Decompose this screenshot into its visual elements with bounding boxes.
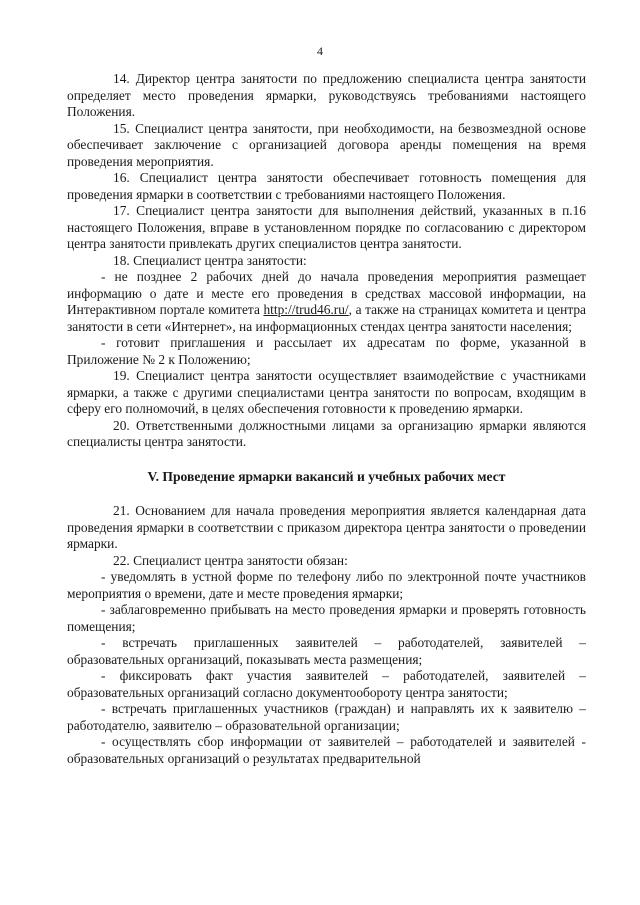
- paragraph-21: 21. Основанием для начала проведения мероприятия является календарная дата проведения ярмарки в соответствии с приказом директора центра занятости о проведении ярмарки.: [67, 503, 586, 551]
- duty-item: - заблаговременно прибывать на место проведения ярмарки и проверять готовность помещения;: [67, 602, 586, 634]
- paragraph-16: 16. Специалист центра занятости обеспечивает готовность помещения для проведения ярмарки в соответствии с требованиями настоящего Положения.: [67, 170, 586, 202]
- paragraph-20: 20. Ответственными должностными лицами за организацию ярмарки являются специалисты центра занятости.: [67, 417, 586, 449]
- paragraph-18: 18. Специалист центра занятости:: [113, 252, 307, 268]
- paragraph-14: 14. Директор центра занятости по предложению специалиста центра занятости определяет место проведения ярмарки, руководствуясь требованиями настоящего Положения.: [67, 71, 586, 119]
- duty-item: - фиксировать факт участия заявителей – работодателей, заявителей – образовательных организаций согласно документообороту центра занятости;: [67, 668, 586, 700]
- item-18a-text-before: - не позднее 2 рабочих дней до начала проведения мероприятия размещает информацию о дате и месте его проведения в средствах массовой информации, на Интерактивном портале комитета: [67, 269, 586, 317]
- paragraph-18-item-b: - готовит приглашения и рассылает их адресатам по форме, указанной в Приложение № 2 к Положению;: [67, 335, 586, 367]
- duty-item: - встречать приглашенных участников (граждан) и направлять их к заявителю – работодателю, заявителю – образовательной организации;: [67, 701, 586, 733]
- document-body: [67, 71, 586, 767]
- paragraph-19: 19. Специалист центра занятости осуществляет взаимодействие с участниками ярмарки, а также с другими специалистами центра занятости по вопросам, входящим в сферу его полномочий, в целях обеспечения готовности к проведению ярмарки.: [67, 368, 586, 416]
- paragraph-22: 22. Специалист центра занятости обязан:: [113, 552, 348, 568]
- paragraph-15: 15. Специалист центра занятости, при необходимости, на безвозмездной основе обеспечивает заключение с организацией договора аренды помещения на время проведения мероприятия.: [67, 120, 586, 169]
- duty-item: - осуществлять сбор информации от заявителей – работодателей и заявителей - образовательных организаций о результатах предварительной: [67, 734, 586, 766]
- page-number: 4: [317, 44, 323, 58]
- duty-item: - уведомлять в устной форме по телефону либо по электронной почте участников мероприятия о времени, дате и месте проведения ярмарки;: [67, 569, 586, 601]
- item-18a-text-after: , а также на страницах комитета и центра занятости в сети «Интернет», на информационных стендах центра занятости населения;: [67, 302, 586, 334]
- paragraph-17: 17. Специалист центра занятости для выполнения действий, указанных в п.16 настоящего Положения, вправе в установленном порядке по согласованию с директором центра занятости привлекать других специалистов центра занятости.: [67, 203, 586, 251]
- section-heading: V. Проведение ярмарки вакансий и учебных рабочих мест: [147, 468, 506, 484]
- duty-item: - встречать приглашенных заявителей – работодателей, заявителей – образовательных организаций, показывать места размещения;: [67, 635, 586, 667]
- portal-link[interactable]: http://trud46.ru/: [263, 302, 349, 317]
- paragraph-18-item-a: [67, 269, 586, 335]
